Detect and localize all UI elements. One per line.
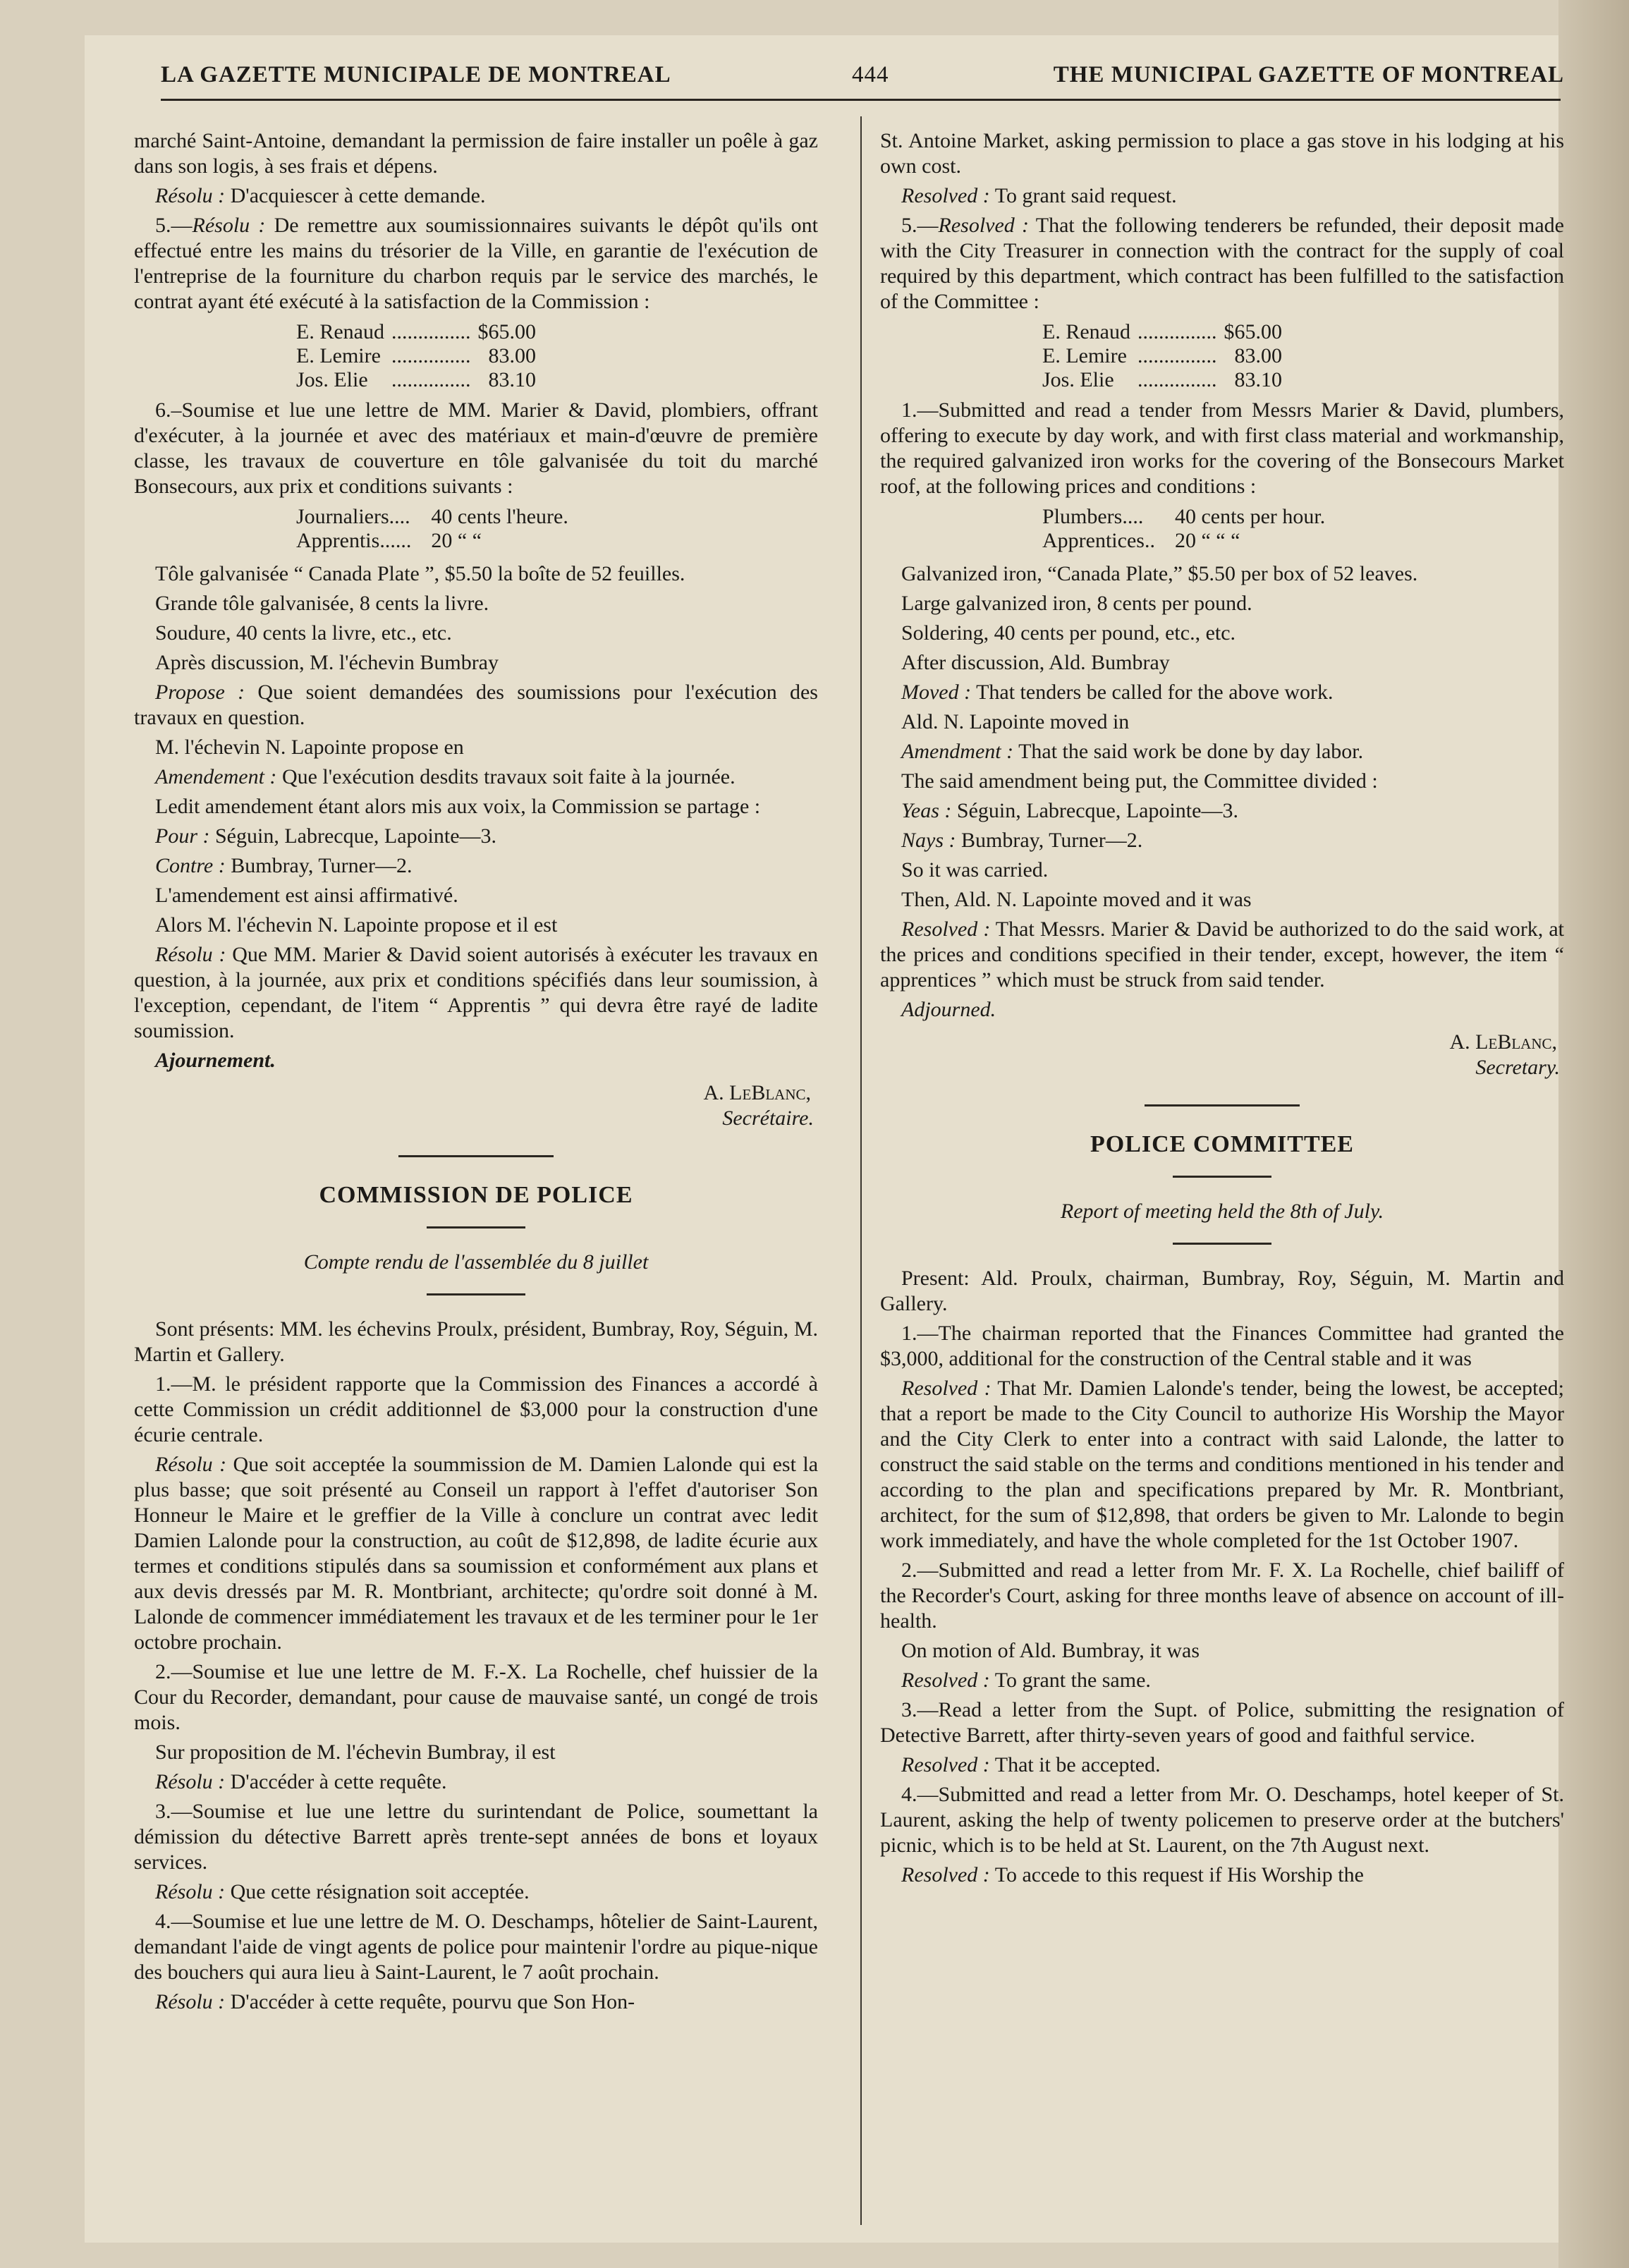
resolution-label: Résolu : <box>155 1770 226 1793</box>
paragraph: Resolved : To accede to this request if His Worship the <box>901 1863 1364 1886</box>
vote-label: Yeas : <box>901 799 952 822</box>
secretary-name: A. LeBlanc, <box>703 1081 811 1104</box>
paragraph: 1.—Submitted and read a tender from Messrs Marier & David, plumbers, offering to execute by day work, and with first class material and workmanship, the required galvanized iron works for the covering of the Bonsecours Market roof, at the following prices and conditions : <box>880 398 1564 498</box>
paragraph: 4.—Soumise et lue une lettre de M. O. Deschamps, hôtelier de Saint-Laurent, demandant l'aide de vingt agents de police pour maintenir l'ordre au pique-nique des bouchers qui aura lieu à Saint-Laurent, le 7 août prochain. <box>134 1910 818 1984</box>
paragraph: 5.—Résolu : De remettre aux soumissionnaires suivants le dépôt qu'ils ont effectué entre les mains du trésorier de la Ville, en garantie de l'exécution de l'entreprise de la fourniture du charbon requis par le service des marchés, le contrat ayant été exécuté à la satisfaction de la Commission : <box>134 214 819 313</box>
resolution-label: Résolu : <box>155 943 226 966</box>
paragraph: Pour : Séguin, Labrecque, Lapointe—3. <box>155 824 497 848</box>
paragraph: 4.—Submitted and read a letter from Mr. O. Deschamps, hotel keeper of St. Laurent, asking the help of twenty policemen to preserve order at the butchers' picnic, which is to be held at St. Laurent, on the 7th August next. <box>880 1783 1564 1857</box>
paragraph <box>880 997 1564 1023</box>
table-row: Journaliers.... 40 cents l'heure. <box>296 505 568 528</box>
paragraph: Tôle galvanisée “ Canada Plate ”, $5.50 la boîte de 52 feuilles. <box>155 562 685 585</box>
resolution-label: Résolu : <box>192 214 266 237</box>
secretary-title: Secretary. <box>1475 1056 1560 1079</box>
column-divider <box>860 116 862 2225</box>
paragraph: 1.—The chairman reported that the Finances Committee had granted the $3,000, additional for the construction of the Central stable and it was <box>880 1322 1564 1370</box>
motion-label: Moved : <box>901 681 972 704</box>
paragraph: 1.—M. le président rapporte que la Commission des Finances a accordé à cette Commission un crédit additionnel de $3,000 pour la construction d'une écurie centrale. <box>134 1372 818 1446</box>
vote-label: Contre : <box>155 854 226 877</box>
paragraph: 2.—Soumise et lue une lettre de M. F.-X. La Rochelle, chef huissier de la Cour du Recorder, demandant, pour cause de mauvaise santé, un congé de trois mois. <box>134 1660 818 1734</box>
paragraph: Résolu : D'accéder à cette requête. <box>155 1770 447 1793</box>
paragraph: Ledit amendement étant alors mis aux voix, la Commission se partage : <box>155 795 761 818</box>
paragraph: Present: Ald. Proulx, chairman, Bumbray, Roy, Séguin, M. Martin and Gallery. <box>880 1267 1564 1315</box>
header-rule <box>161 99 1561 101</box>
section-rule <box>427 1293 525 1295</box>
rates-table <box>296 505 588 553</box>
table-row: E. Renaud ............... $65.00 <box>296 320 536 343</box>
paragraph: Résolu : D'acquiescer à cette demande. <box>155 184 486 207</box>
resolution-label: Résolu : <box>155 1990 226 2013</box>
paragraph: 2.—Submitted and read a letter from Mr. F. X. La Rochelle, chief bailiff of the Recorder's Court, asking for three months leave of absence on account of ill-health. <box>880 1559 1564 1633</box>
paragraph: After discussion, Ald. Bumbray <box>901 651 1170 674</box>
paragraph: Yeas : Séguin, Labrecque, Lapointe—3. <box>901 799 1238 822</box>
header-english-title: THE MUNICIPAL GAZETTE OF MONTREAL <box>1053 62 1564 87</box>
paragraph: Resolved : That it be accepted. <box>901 1753 1161 1776</box>
resolution-label: Resolved : <box>901 1863 990 1886</box>
paragraph: Nays : Bumbray, Turner—2. <box>901 829 1143 852</box>
motion-label: Amendment : <box>901 740 1014 763</box>
table-row: E. Lemire ............... 83.00 <box>296 344 536 367</box>
resolution-label: Resolved : <box>901 1753 990 1776</box>
paragraph: Ald. N. Lapointe moved in <box>901 710 1130 733</box>
paragraph: Sont présents: MM. les échevins Proulx, président, Bumbray, Roy, Séguin, M. Martin et Gallery. <box>134 1317 818 1366</box>
header-french-title: LA GAZETTE MUNICIPALE DE MONTREAL <box>161 62 671 87</box>
paragraph: Soldering, 40 cents per pound, etc., etc. <box>901 621 1236 645</box>
paragraph: 5.—Resolved : That the following tenderers be refunded, their deposit made with the City Treasurer in connection with the contract for the supply of coal required by this department, which contract has been fulfilled to the satisfaction of the Committee : <box>880 214 1564 313</box>
tender-refund-table <box>1042 320 1289 392</box>
signature-block <box>880 1030 1560 1080</box>
paragraph: The said amendment being put, the Committee divided : <box>901 769 1378 793</box>
resolution-label: Resolved : <box>901 1377 992 1400</box>
resolution-label: Résolu : <box>155 184 226 207</box>
table-row: Plumbers.... 40 cents per hour. <box>1042 505 1326 528</box>
paragraph: 3.—Soumise et lue une lettre du surintendant de Police, soumettant la démission du détective Barrett après trente-sept années de bons et loyaux services. <box>134 1800 818 1874</box>
paragraph: Résolu : Que cette résignation soit acceptée. <box>155 1880 530 1903</box>
section-title: POLICE COMMITTEE <box>1090 1131 1354 1157</box>
table-row: Apprentices.. 20 “ “ “ <box>1042 529 1240 552</box>
secretary-name: A. LeBlanc, <box>1449 1030 1557 1054</box>
resolution-label: Resolved : <box>901 1669 990 1692</box>
paragraph: Moved : That tenders be called for the above work. <box>901 681 1334 704</box>
paragraph: Alors M. l'échevin N. Lapointe propose et il est <box>155 913 558 937</box>
rates-table <box>1042 505 1345 553</box>
resolution-label: Resolved : <box>938 214 1030 237</box>
signature-block <box>134 1080 814 1131</box>
paragraph: Amendment : That the said work be done by day labor. <box>901 740 1364 763</box>
table-row: Jos. Elie ............... 83.10 <box>1042 368 1282 391</box>
paragraph <box>134 1048 818 1073</box>
paragraph: Large galvanized iron, 8 cents per pound. <box>901 592 1252 615</box>
resolution-label: Résolu : <box>155 1880 226 1903</box>
resolution-label: Resolved : <box>901 917 991 941</box>
tender-refund-table <box>296 320 543 392</box>
section-subtitle: Compte rendu de l'assemblée du 8 juillet <box>303 1250 649 1274</box>
paragraph: Soudure, 40 cents la livre, etc., etc. <box>155 621 452 645</box>
paragraph: Grande tôle galvanisée, 8 cents la livre. <box>155 592 489 615</box>
paragraph: Galvanized iron, “Canada Plate,” $5.50 per box of 52 leaves. <box>901 562 1418 585</box>
section-rule <box>1145 1104 1300 1106</box>
paragraph: St. Antoine Market, asking permission to place a gas stove in his lodging at his own cost. <box>880 129 1564 178</box>
motion-label: Propose : <box>155 681 245 704</box>
english-column <box>880 128 1564 1892</box>
section-rule <box>1173 1243 1271 1245</box>
paragraph: Then, Ald. N. Lapointe moved and it was <box>901 888 1252 911</box>
running-header <box>161 62 1564 104</box>
vote-label: Pour : <box>155 824 210 848</box>
paragraph: 3.—Read a letter from the Supt. of Police, submitting the resignation of Detective Barrett, after thirty-seven years of good and faithful service. <box>880 1698 1564 1747</box>
paragraph: Résolu : Que soit acceptée la soummission de M. Damien Lalonde qui est la plus basse; que soit présenté au Conseil un rapport à l'effet d'autoriser Son Honneur le Maire et le greffier de la Ville à conclure un contrat avec ledit Damien Lalonde pour la construction, au coût de $12,898, de ladite écurie aux termes et conditions stipulés dans sa soumission et conformément aux plans et aux devis dressés par M. R. Montbriant, architecte; qu'ordre soit donné à M. Lalonde de commencer immédiatement les travaux et de les terminer pour le 1er octobre prochain. <box>134 1453 819 1654</box>
page-edge-shadow <box>1558 0 1629 2268</box>
page-number: 444 <box>852 62 889 87</box>
paragraph: M. l'échevin N. Lapointe propose en <box>155 736 464 759</box>
paragraph: Résolu : D'accéder à cette requête, pourvu que Son Hon- <box>155 1990 635 2013</box>
paragraph: Propose : Que soient demandées des soumissions pour l'exécution des travaux en question. <box>134 681 818 729</box>
table-row: Apprentis...... 20 “ “ <box>296 529 482 552</box>
section-rule <box>1173 1176 1271 1178</box>
section-subtitle: Report of meeting held the 8th of July. <box>1060 1200 1384 1223</box>
table-row: E. Lemire ............... 83.00 <box>1042 344 1282 367</box>
table-row: Jos. Elie ............... 83.10 <box>296 368 536 391</box>
adjournment: Ajournement. <box>155 1049 276 1072</box>
section-rule <box>398 1155 554 1157</box>
paragraph: 6.–Soumise et lue une lettre de MM. Marier & David, plombiers, offrant d'exécuter, à la journée et avec des matériaux et main-d'œuvre de première classe, les travaux de couverture en tôle galvanisée du toit du marché Bonsecours, aux prix et conditions suivants : <box>134 398 818 498</box>
paragraph: Resolved : To grant said request. <box>901 184 1177 207</box>
vote-label: Nays : <box>901 829 956 852</box>
paragraph: marché Saint-Antoine, demandant la permission de faire installer un poêle à gaz dans son logis, à ses frais et dépens. <box>134 129 818 178</box>
resolution-label: Resolved : <box>901 184 990 207</box>
paragraph: So it was carried. <box>901 858 1049 882</box>
section-rule <box>427 1226 525 1228</box>
paragraph: L'amendement est ainsi affirmativé. <box>155 884 458 907</box>
paragraph: Amendement : Que l'exécution desdits travaux soit faite à la journée. <box>155 765 736 788</box>
paragraph: Resolved : That Messrs. Marier & David be authorized to do the said work, at the prices and conditions specified in their tender, except, however, the item “ apprentices ” which must be struck from said tender. <box>880 917 1564 992</box>
table-row: E. Renaud ............... $65.00 <box>1042 320 1282 343</box>
paragraph: Après discussion, M. l'échevin Bumbray <box>155 651 499 674</box>
resolution-label: Résolu : <box>155 1453 227 1476</box>
paragraph: Résolu : Que MM. Marier & David soient autorisés à exécuter les travaux en question, à la journée, aux prix et conditions spécifiés dans leur soumission, à l'exception, cependant, de l'item “ Apprentis ” qui devra être rayé de ladite soumission. <box>134 943 819 1042</box>
secretary-title: Secrétaire. <box>722 1106 814 1130</box>
paragraph: Contre : Bumbray, Turner—2. <box>155 854 413 877</box>
paragraph: On motion of Ald. Bumbray, it was <box>901 1639 1200 1662</box>
paragraph: Resolved : That Mr. Damien Lalonde's tender, being the lowest, be accepted; that a report be made to the City Council to authorize His Worship the Mayor and the City Clerk to enter into a contract with said Lalonde, the latter to construct the said stable on the terms and conditions mentioned in his tender and according to the plan and specifications prepared by Mr. R. Montbriant, architect, for the sum of $12,898, that orders be given to Mr. Lalonde to begin work immediately, and have the whole completed for the 1st October 1907. <box>880 1377 1564 1552</box>
section-title: COMMISSION DE POLICE <box>319 1182 633 1208</box>
paragraph: Sur proposition de M. l'échevin Bumbray, il est <box>155 1740 556 1764</box>
motion-label: Amendement : <box>155 765 277 788</box>
french-column <box>134 128 818 2019</box>
adjournment: Adjourned. <box>901 998 996 1021</box>
paragraph: Resolved : To grant the same. <box>901 1669 1151 1692</box>
